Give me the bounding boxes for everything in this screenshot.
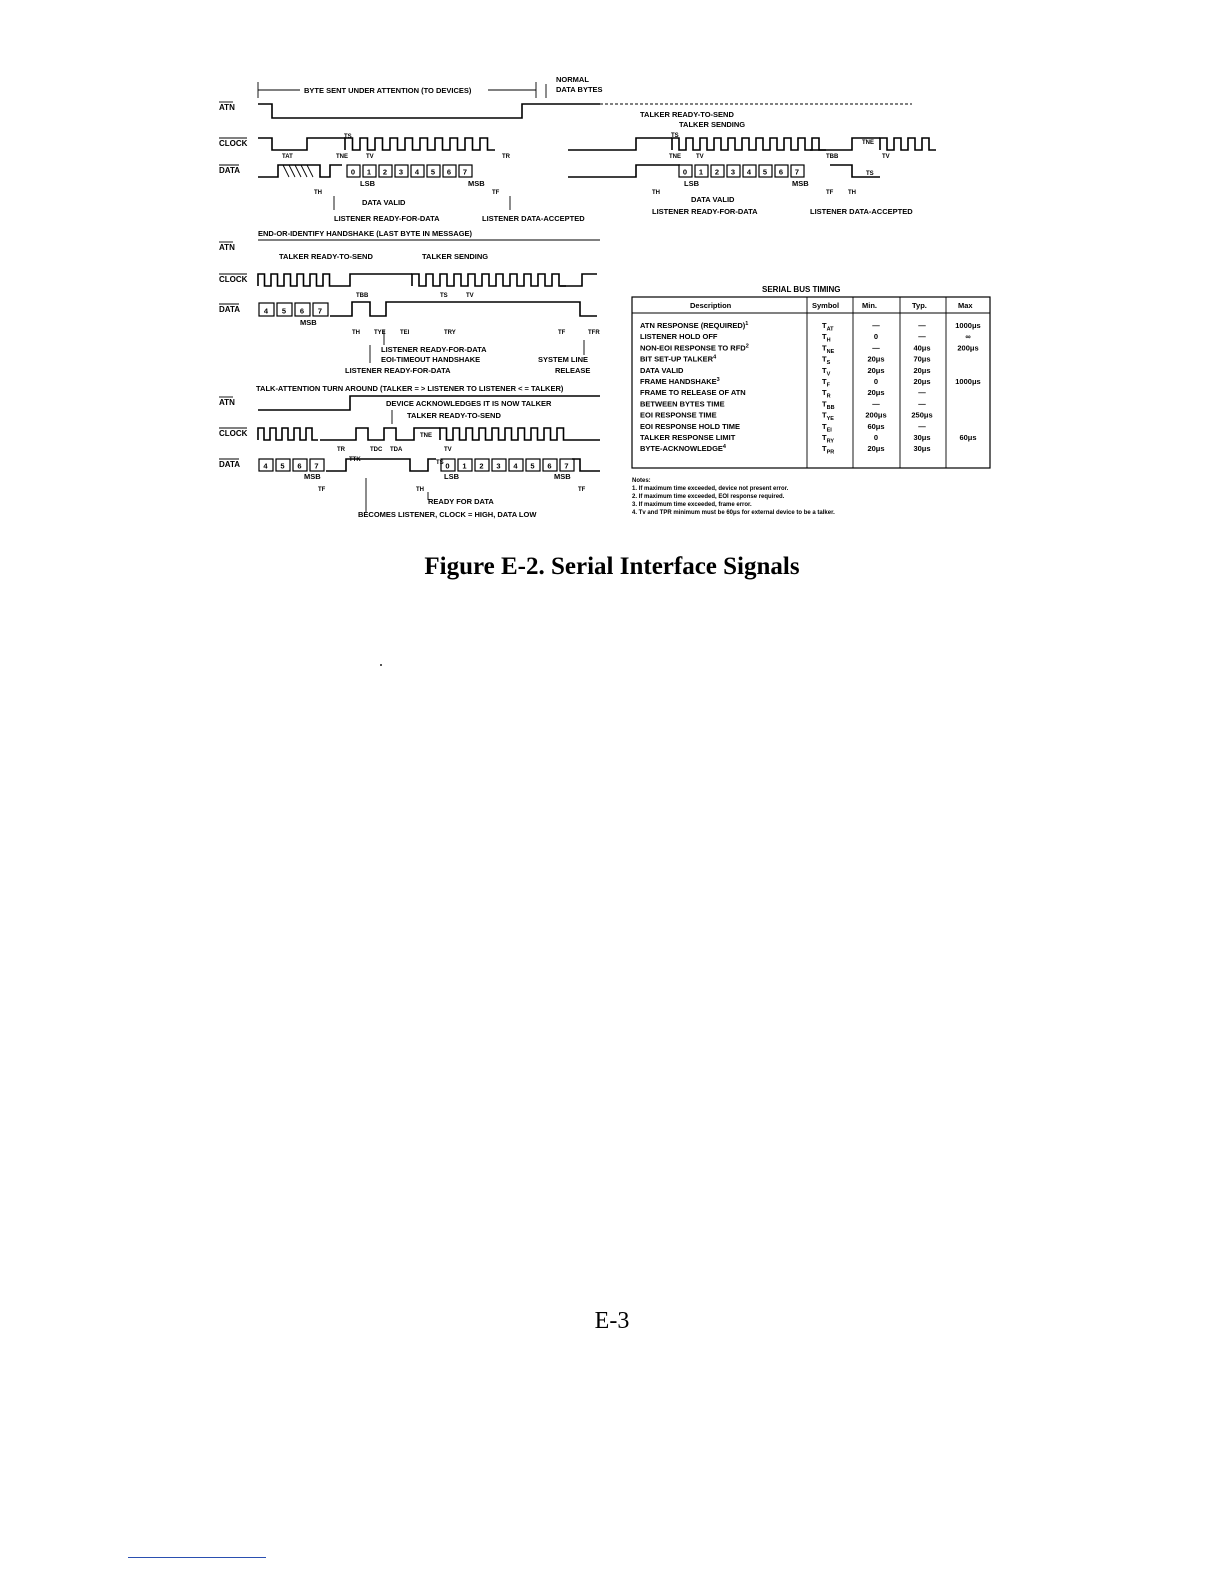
data-label: DATA — [219, 166, 241, 175]
row-min: 20μs — [867, 354, 885, 364]
clock-label: CLOCK — [219, 139, 248, 148]
data-bit-2-digit: 4 — [746, 167, 752, 177]
row-description: DATA VALID — [640, 365, 684, 375]
row-symbol: $T_F$ — [822, 377, 830, 389]
row-typ: — — [918, 321, 926, 330]
serial-bus-timing-table — [632, 285, 990, 516]
data-bit-1-digit: 0 — [350, 167, 356, 177]
row-symbol: $T_{BB}$ — [822, 399, 835, 411]
row-symbol: $T_{YE}$ — [822, 410, 834, 423]
row-footnote-ref: 4 — [722, 444, 726, 451]
msb-label: MSB — [468, 179, 485, 188]
row-min: 200μs — [865, 410, 887, 420]
eoi-timeout-label: EOI-TIMEOUT HANDSHAKE — [381, 355, 481, 364]
normal-label: NORMAL — [556, 75, 589, 84]
t-at-label: TAT — [282, 154, 293, 160]
t-v2-label: TV — [696, 154, 704, 160]
talker-rts3-label: TALKER READY-TO-SEND — [279, 252, 373, 261]
panel-talker-byte — [568, 104, 936, 216]
row-description: FRAME TO RELEASE OF ATN — [640, 388, 746, 398]
row-symbol: $T_{NE}$ — [822, 343, 835, 355]
t-s2-label: TS — [671, 133, 679, 139]
data-bit-4b-digit: 5 — [530, 461, 535, 471]
row-symbol-subscript: PR — [826, 449, 835, 456]
data-bit-2-digit: 5 — [762, 167, 768, 177]
row-typ: — — [918, 399, 926, 409]
t-r4-label: TR — [337, 447, 345, 453]
row-typ: 250μs — [911, 410, 933, 420]
data-bit-1-digit: 2 — [382, 167, 388, 177]
talker-rts4-label: TALKER READY-TO-SEND — [407, 411, 501, 420]
row-symbol-subscript: NE — [826, 348, 835, 355]
release-label: RELEASE — [555, 366, 591, 375]
header-symbol: Symbol — [812, 301, 840, 310]
t-ei3-label: TEI — [400, 330, 410, 336]
row-symbol-subscript: S — [826, 360, 831, 367]
row-min: — — [872, 321, 880, 330]
row-max: 200μs — [957, 343, 979, 353]
data-bit-1-digit: 7 — [462, 167, 468, 177]
row-min: 20μs — [867, 444, 885, 454]
data-bytes-label: DATA BYTES — [556, 85, 603, 94]
data-bit-3-digit: 7 — [317, 306, 323, 316]
data-bit-1-digit: 1 — [366, 167, 372, 177]
row-typ: 40μs — [913, 343, 931, 353]
device-ack-label: DEVICE ACKNOWLEDGES IT IS NOW TALKER — [386, 399, 552, 408]
row-description: NON-EOI RESPONSE TO RFD$^2$ — [640, 343, 749, 353]
row-symbol-subscript: R — [826, 393, 831, 400]
data-bit-2-digit: 7 — [794, 167, 800, 177]
data-bit-1-digit: 4 — [414, 167, 420, 177]
row-symbol: $T_V$ — [822, 365, 831, 378]
row-min: 60μs — [867, 421, 885, 431]
listener-da-label: LISTENER DATA-ACCEPTED — [482, 214, 585, 223]
serial-timing-diagram — [0, 0, 1224, 540]
data-bit-4b-digit: 4 — [513, 461, 518, 471]
notes-label: Notes: — [632, 478, 651, 484]
page-number: E-3 — [594, 1308, 630, 1334]
row-description: EOI RESPONSE TIME — [640, 410, 717, 420]
table-title: SERIAL BUS TIMING — [762, 285, 841, 294]
data-label-2: DATA — [219, 305, 241, 314]
t-h3-label: TH — [352, 330, 360, 336]
row-max: 1000μs — [955, 377, 981, 386]
clock-label-2: CLOCK — [219, 275, 248, 284]
data-bit-4b-digit: 7 — [564, 461, 569, 471]
data-bit-4a-digit: 6 — [297, 461, 302, 471]
t-bb2-label: TBB — [826, 154, 839, 160]
row-typ: 30μs — [913, 433, 931, 442]
row-symbol: $T_H$ — [822, 332, 831, 344]
row-symbol-subscript: RY — [826, 438, 835, 445]
row-typ: — — [918, 332, 926, 342]
row-min: 20μs — [867, 388, 885, 398]
atn-label: ATN — [219, 103, 235, 112]
row-symbol: $T_{RY}$ — [822, 433, 835, 445]
row-typ: 30μs — [913, 444, 931, 454]
note-1: 1. If maximum time exceeded, device not present error. — [632, 486, 789, 492]
byte-sent-label: BYTE SENT UNDER ATTENTION (TO DEVICES) — [304, 86, 472, 95]
row-description: BETWEEN BYTES TIME — [640, 399, 725, 409]
talker-sending-label: TALKER SENDING — [679, 120, 746, 129]
row-typ: 20μs — [913, 365, 931, 375]
t-h4-label: TH — [416, 487, 424, 493]
t-v-label: TV — [366, 154, 374, 160]
data-label-3: DATA — [219, 460, 241, 469]
row-min: 20μs — [867, 365, 885, 375]
panel-atn-byte — [219, 75, 603, 223]
clock-pulses-6 — [258, 428, 318, 440]
clock-pulses-1 — [345, 138, 495, 150]
t-da4-label: TDA — [390, 447, 403, 453]
header-max: Max — [958, 301, 973, 310]
data-bit-4b-digit: 3 — [496, 461, 501, 471]
ready-for-data-label: READY FOR DATA — [428, 497, 494, 506]
data-bit-4a-digit: 7 — [314, 461, 319, 471]
t-h2-label: TH — [652, 190, 660, 196]
t-dc4-label: TDC — [370, 447, 383, 453]
row-footnote-ref: 3 — [716, 377, 720, 383]
listener-rfd-label: LISTENER READY-FOR-DATA — [334, 214, 440, 223]
header-description: Description — [690, 301, 732, 310]
figure-title: Figure E-2. Serial Interface Signals — [424, 553, 800, 580]
listener-rfd3b-label: LISTENER READY-FOR-DATA — [345, 366, 451, 375]
clock-pulses-4 — [258, 274, 336, 286]
t-s2b-label: TS — [866, 171, 874, 177]
data-valid-label: DATA VALID — [362, 198, 406, 207]
t-tk4-label: TTK — [349, 457, 361, 463]
t-s4-label: TS — [436, 460, 444, 466]
footnote-rule — [128, 1557, 266, 1558]
row-max: 1000μs — [955, 321, 981, 330]
t-f4-label: TF — [318, 487, 326, 493]
clock-label-3: CLOCK — [219, 429, 248, 438]
listener-rfd2-label: LISTENER READY-FOR-DATA — [652, 207, 758, 216]
t-h2b-label: TH — [848, 190, 856, 196]
talker-sending3-label: TALKER SENDING — [422, 252, 489, 261]
data-bit-2-digit: 6 — [778, 167, 784, 177]
t-bb3-label: TBB — [356, 293, 369, 299]
row-symbol: $T_S$ — [822, 354, 831, 367]
row-min: 0 — [873, 433, 879, 442]
row-typ: — — [918, 421, 926, 431]
row-typ: — — [918, 388, 926, 398]
row-typ: 20μs — [913, 377, 931, 386]
msb4-label: MSB — [304, 472, 321, 481]
data-bit-3-digit: 6 — [299, 306, 305, 316]
row-min: — — [872, 399, 880, 409]
row-min: — — [872, 343, 880, 353]
row-max: ∞ — [965, 332, 971, 342]
t-s-label: TS — [344, 134, 352, 140]
note-4: 4. Tv and TPR minimum must be 60μs for external device to be a talker. — [632, 510, 835, 516]
atn-shading — [283, 165, 313, 177]
atn-label-2: ATN — [219, 243, 235, 252]
msb4b-label: MSB — [554, 472, 571, 481]
t-v2b-label: TV — [882, 154, 890, 160]
listener-rfd3-label: LISTENER READY-FOR-DATA — [381, 345, 487, 354]
data-bit-4b-digit: 1 — [462, 461, 467, 471]
data-bit-1-digit: 3 — [398, 167, 404, 177]
row-min: 0 — [873, 377, 879, 386]
data-valid2-label: DATA VALID — [691, 195, 735, 204]
note-3: 3. If maximum time exceeded, frame error. — [632, 502, 752, 508]
clock-pulses-2 — [672, 138, 826, 150]
clock-pulses-3 — [880, 138, 936, 150]
row-symbol: $T_{EI}$ — [822, 421, 832, 434]
row-symbol-subscript: H — [826, 337, 831, 344]
lsb2-label: LSB — [684, 179, 699, 188]
msb2-label: MSB — [792, 179, 809, 188]
row-symbol-subscript: YE — [826, 416, 834, 423]
t-v4-label: TV — [444, 447, 452, 453]
panel-eoi-handshake — [219, 229, 600, 375]
lsb-label: LSB — [360, 179, 375, 188]
system-line-label: SYSTEM LINE — [538, 355, 589, 364]
msb3-label: MSB — [300, 318, 317, 327]
row-symbol: $T_{PR}$ — [822, 444, 835, 456]
row-symbol: $T_R$ — [822, 388, 831, 400]
row-description: EOI RESPONSE HOLD TIME — [640, 421, 741, 431]
t-ry3-label: TRY — [444, 330, 456, 336]
scan-speck — [380, 664, 382, 666]
row-description: TALKER RESPONSE LIMIT — [640, 433, 736, 442]
t-v3-label: TV — [466, 293, 474, 299]
listener-da2-label: LISTENER DATA-ACCEPTED — [810, 207, 913, 216]
data-bit-2-digit: 1 — [698, 167, 704, 177]
row-footnote-ref: 1 — [745, 321, 749, 327]
t-f-label: TF — [492, 190, 500, 196]
row-description: ATN RESPONSE (REQUIRED)$^1$ — [640, 321, 749, 330]
row-footnote-ref: 4 — [713, 354, 717, 361]
t-ne2b-label: TNE — [862, 140, 874, 146]
t-f3-label: TF — [558, 330, 566, 336]
becomes-listener-label: BECOMES LISTENER, CLOCK = HIGH, DATA LOW — [358, 510, 537, 519]
panel-turn-around — [219, 384, 600, 519]
row-max: 60μs — [959, 433, 977, 442]
header-min: Min. — [862, 301, 877, 310]
data-bit-2-digit: 0 — [682, 167, 688, 177]
t-ye3-label: TYE — [374, 330, 386, 336]
data-bit-2-digit: 3 — [730, 167, 736, 177]
row-min: 0 — [873, 332, 879, 342]
t-ne4-label: TNE — [420, 433, 432, 439]
data-bit-4b-digit: 2 — [479, 461, 484, 471]
talker-rts-label: TALKER READY-TO-SEND — [640, 110, 734, 119]
row-symbol-subscript: BB — [826, 404, 835, 411]
atn-label-3: ATN — [219, 398, 235, 407]
clock-pulses-7 — [440, 428, 570, 440]
data-bit-2-digit: 2 — [714, 167, 720, 177]
clock-pulses-5 — [412, 274, 566, 286]
t-s3-label: TS — [440, 293, 448, 299]
t-ne2-label: TNE — [669, 154, 681, 160]
row-description: LISTENER HOLD OFF — [640, 332, 718, 342]
row-symbol-subscript: F — [826, 382, 830, 389]
t-f2-label: TF — [826, 190, 834, 196]
row-typ: 70μs — [913, 354, 931, 364]
eoi-heading: END-OR-IDENTIFY HANDSHAKE (LAST BYTE IN MESSAGE) — [258, 229, 473, 238]
row-footnote-ref: 2 — [745, 343, 749, 350]
header-typ: Typ. — [912, 301, 927, 310]
row-description: FRAME HANDSHAKE$^3$ — [640, 377, 720, 386]
data-bit-4a-digit: 4 — [263, 461, 268, 471]
data-bit-4b-digit: 0 — [445, 461, 450, 471]
t-fr3-label: TFR — [588, 330, 600, 336]
t-ne-label: TNE — [336, 154, 348, 160]
row-description: BIT SET-UP TALKER$^4$ — [640, 354, 717, 364]
data-bit-3-digit: 5 — [281, 306, 287, 316]
note-2: 2. If maximum time exceeded, EOI response required. — [632, 494, 785, 500]
row-symbol-subscript: EI — [826, 427, 832, 434]
row-symbol: $T_{AT}$ — [822, 321, 834, 333]
row-symbol-subscript: AT — [826, 326, 834, 333]
row-symbol-subscript: V — [826, 371, 831, 378]
data-bit-1-digit: 6 — [446, 167, 452, 177]
row-description: BYTE-ACKNOWLEDGE$^4$ — [640, 444, 726, 454]
turnaround-heading: TALK-ATTENTION TURN AROUND (TALKER = > LISTENER TO LISTENER < = TALKER) — [256, 384, 564, 393]
data-bit-4b-digit: 6 — [547, 461, 552, 471]
lsb4-label: LSB — [444, 472, 459, 481]
t-r-label: TR — [502, 154, 510, 160]
t-h-label: TH — [314, 190, 322, 196]
data-bit-4a-digit: 5 — [280, 461, 285, 471]
t-f4b-label: TF — [578, 487, 586, 493]
data-bit-1-digit: 5 — [430, 167, 436, 177]
data-bit-3-digit: 4 — [263, 306, 269, 316]
